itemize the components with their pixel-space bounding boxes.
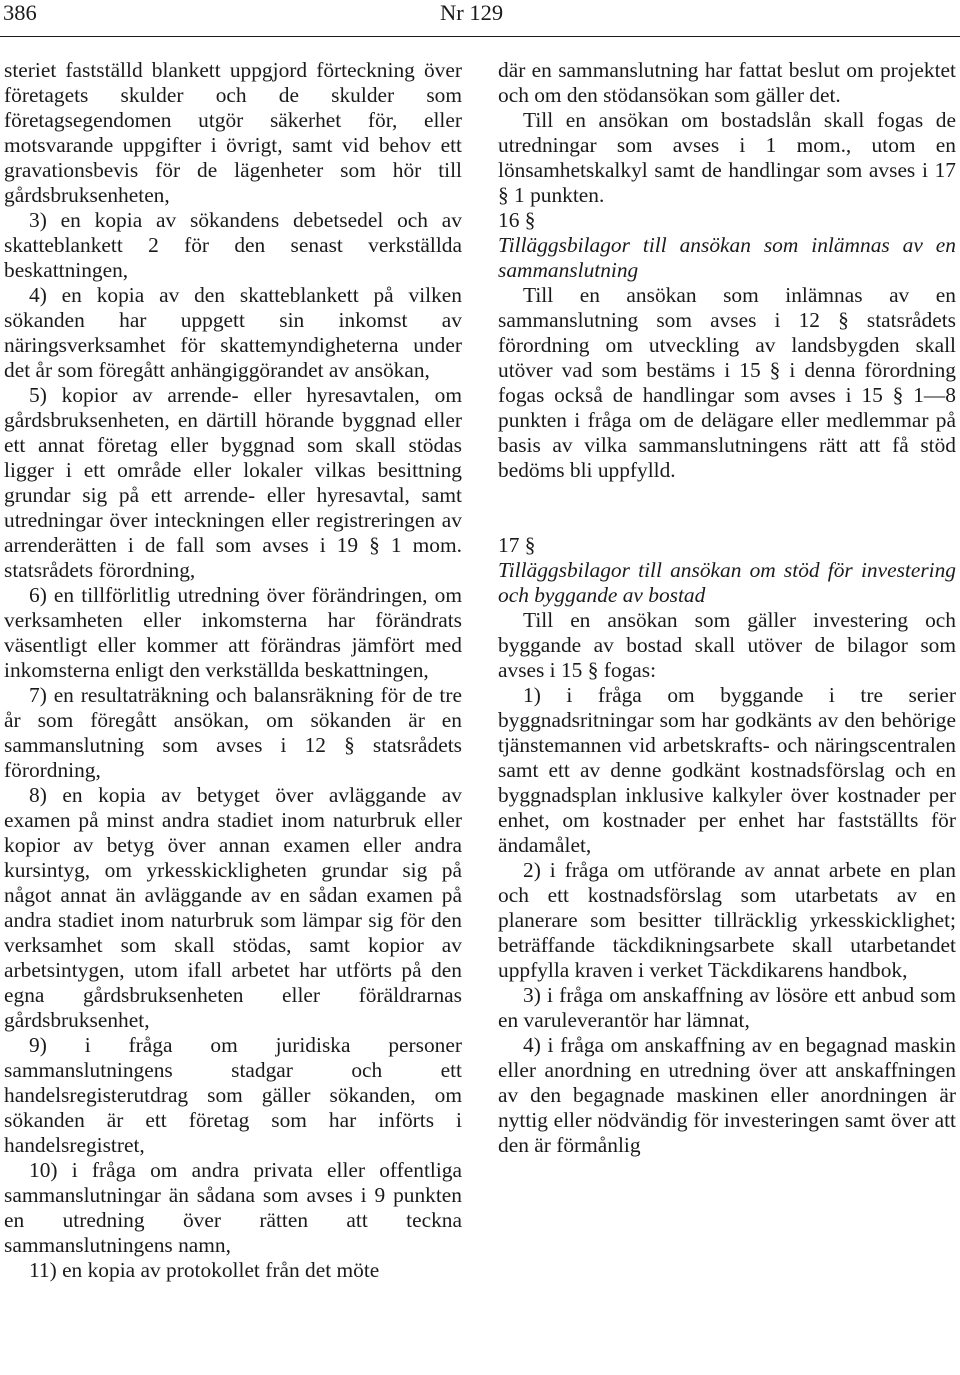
left-column (4, 58, 462, 1283)
list-item: 4) i fråga om anskaffning av en begagnad maskin eller anordning en utredning över att anskaffningen av den begagnade maskinen eller anordningen är nyttig eller nödvändig för investeringen samt över att den är förmånlig (498, 1033, 956, 1157)
list-item: 7) en resultaträkning och balansräkning för de tre år som föregått ansökan, om sökanden är en sammanslutning som avses i 12 § statsrådets förordning, (4, 683, 462, 782)
section-number: 16 § (498, 208, 536, 232)
list-item: 5) kopior av arrende- eller hyresavtalen, om gårdsbruksenheten, en därtill hörande byggnad eller ett annat företag eller byggnad som skall stödas ligger i ett område eller lokaler vilkas besittning grundar sig på ett arrende- eller hyresavtal, samt utredningar över inteckningen eller registreringen av arrenderätten i de fall som avses i 19 § 1 mom. statsrådets förordning, (4, 383, 462, 582)
list-item: 3) en kopia av sökandens debetsedel och av skatteblankett 2 för den senast verkställda beskattningen, (4, 208, 462, 282)
header-rule (0, 36, 960, 37)
list-item: 9) i fråga om juridiska personer sammanslutningens stadgar och ett handelsregisterutdrag som gäller sökanden, om sökanden är ett företag som har införts i handelsregistret, (4, 1033, 462, 1157)
paragraph: där en sammanslutning har fattat beslut om projektet och om den stödansökan som gäller det. (498, 58, 956, 107)
list-item: 8) en kopia av betyget över avläggande av examen på minst andra stadiet inom naturbruk eller kopior av betyg över annan examen eller andra kursintyg, om yrkesskickligheten grundar sig på något annat än avläggande av en sådan examen på andra stadiet inom naturbruk som lämpar sig för den verksamhet som skall stödas, samt kopior av arbetsintygen, utom ifall arbetet har utförts på den egna gårdsbruksenheten eller föräldrarnas gårdsbruksenhet, (4, 783, 462, 1032)
paragraph: Till en ansökan som gäller investering och byggande av bostad skall utöver de bilagor som avses i 15 § fogas: (498, 608, 956, 682)
list-item: 1) i fråga om byggande i tre serier byggnadsritningar som har godkänts av den behörige tjänstemannen vid arbetskrafts- och näringscentralen samt ett av denne godkänt kostnadsförslag och en byggnadsplan inklusive kalkyler över kostnader per enhet, om kostnader per enhet har fastställts för ändamålet, (498, 683, 956, 857)
section-title: Tilläggsbilagor till ansökan som inlämnas av en sammanslutning (498, 233, 956, 282)
paragraph: Till en ansökan om bostadslån skall fogas de utredningar som avses i 1 mom., utom en lönsamhetskalkyl samt de handlingar som avses i 17 § 1 punkten. (498, 108, 956, 207)
section-title: Tilläggsbilagor till ansökan om stöd för investering och byggande av bostad (498, 558, 956, 607)
list-item: 10) i fråga om andra privata eller offentliga sammanslutningar än sådana som avses i 9 punkten en utredning över rätten att teckna sammanslutningens namn, (4, 1158, 462, 1257)
list-item: 2) i fråga om utförande av annat arbete en plan och ett kostnadsförslag som utarbetats av en planerare som besitter tillräcklig yrkesskicklighet; beträffande täckdikningsarbete skall utarbetandet uppfylla kraven i verket Täckdikarens handbok, (498, 858, 956, 982)
paragraph: steriet fastställd blankett uppgjord förteckning över företagets skulder och de skulder som företagsegendomen utgör säkerhet för, eller motsvarande uppgifter i övrigt, samt vid behov ett gravationsbevis för de lägenheter som hör till gårdsbruksenheten, (4, 58, 462, 207)
issue-number: Nr 129 (440, 0, 504, 25)
section-number: 17 § (498, 533, 536, 557)
paragraph: Till en ansökan som inlämnas av en sammanslutning som avses i 12 § statsrådets förordning om utveckling av landsbygden skall utöver vad som bestäms i 15 § i denna förordning fogas också de handlingar som avses i 15 § 1—8 punkten i fråga om de delägare eller medlemmar på basis av vilka sammanslutningens rätt att få stöd bedöms bli uppfylld. (498, 283, 956, 482)
list-item: 3) i fråga om anskaffning av lösöre ett anbud som en varuleverantör har lämnat, (498, 983, 956, 1032)
list-item: 6) en tillförlitlig utredning över förändringen, om verksamheten eller inkomsterna har förändrats väsentligt eller kommer att förändras jämfört med inkomsterna enligt den verkställda beskattningen, (4, 583, 462, 682)
right-column (498, 58, 956, 1158)
list-item: 4) en kopia av den skatteblankett på vilken sökanden har uppgett sin inkomst av näringsverksamhet för skattemyndigheterna under det år som föregått anhängiggörandet av ansökan, (4, 283, 462, 382)
list-item: 11) en kopia av protokollet från det möte (29, 1258, 380, 1282)
page-number: 386 (3, 0, 37, 25)
page-header (0, 0, 960, 30)
